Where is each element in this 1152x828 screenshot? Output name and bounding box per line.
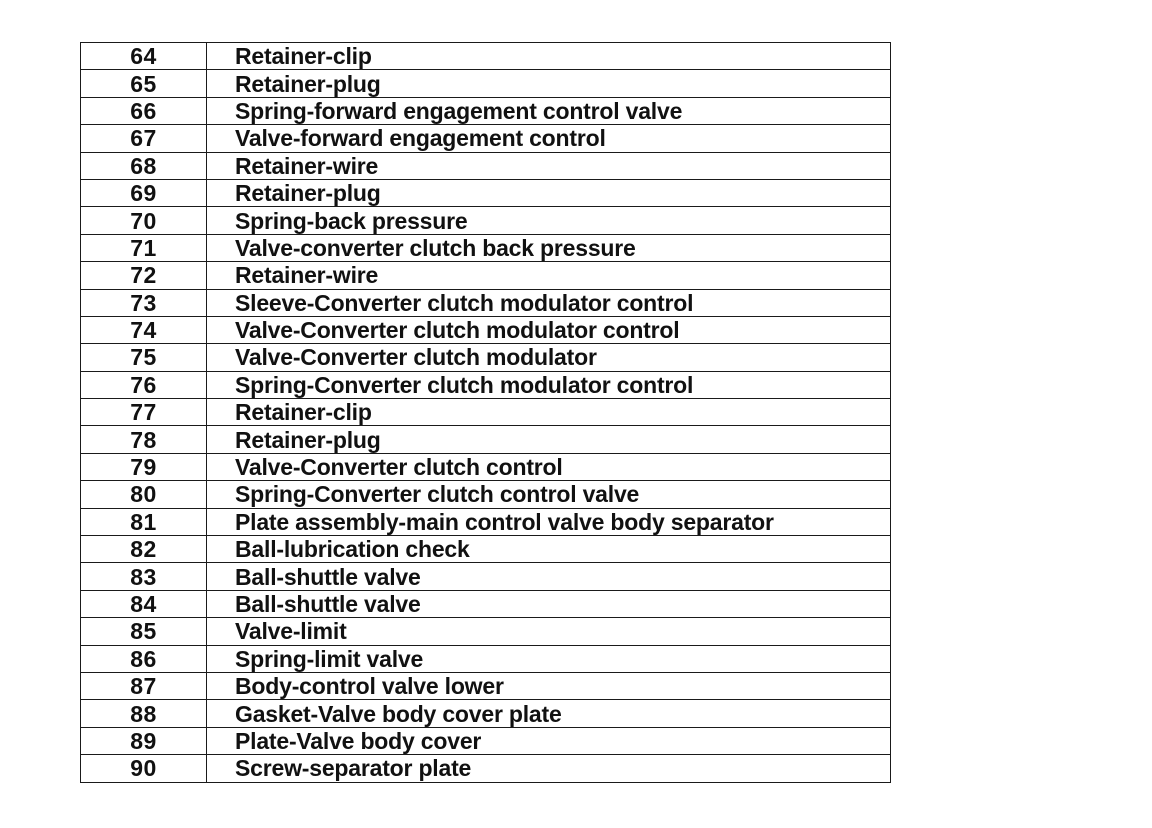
- table-row: [81, 371, 891, 398]
- part-number: 68: [81, 152, 207, 179]
- table-row: [81, 97, 891, 124]
- table-row: [81, 536, 891, 563]
- part-description: Valve-limit: [207, 618, 891, 645]
- part-number: 76: [81, 371, 207, 398]
- part-description: Sleeve-Converter clutch modulator control: [207, 289, 891, 316]
- part-number: 66: [81, 97, 207, 124]
- part-description: Retainer-plug: [207, 70, 891, 97]
- parts-table-body: [81, 43, 891, 783]
- part-number: 73: [81, 289, 207, 316]
- part-description: Plate assembly-main control valve body separator: [207, 508, 891, 535]
- part-number: 86: [81, 645, 207, 672]
- part-number: 74: [81, 316, 207, 343]
- table-row: [81, 453, 891, 480]
- table-row: [81, 618, 891, 645]
- table-row: [81, 125, 891, 152]
- table-row: [81, 481, 891, 508]
- table-row: [81, 508, 891, 535]
- part-number: 85: [81, 618, 207, 645]
- table-row: [81, 316, 891, 343]
- part-description: Valve-Converter clutch modulator: [207, 344, 891, 371]
- part-number: 79: [81, 453, 207, 480]
- part-number: 90: [81, 755, 207, 782]
- table-row: [81, 563, 891, 590]
- part-description: Spring-Converter clutch modulator control: [207, 371, 891, 398]
- table-row: [81, 590, 891, 617]
- part-description: Valve-forward engagement control: [207, 125, 891, 152]
- table-row: [81, 727, 891, 754]
- part-number: 89: [81, 727, 207, 754]
- part-description: Spring-limit valve: [207, 645, 891, 672]
- part-description: Ball-lubrication check: [207, 536, 891, 563]
- part-description: Spring-forward engagement control valve: [207, 97, 891, 124]
- part-number: 64: [81, 43, 207, 70]
- table-row: [81, 700, 891, 727]
- part-description: Plate-Valve body cover: [207, 727, 891, 754]
- part-description: Screw-separator plate: [207, 755, 891, 782]
- part-description: Retainer-plug: [207, 426, 891, 453]
- part-number: 65: [81, 70, 207, 97]
- part-description: Gasket-Valve body cover plate: [207, 700, 891, 727]
- part-number: 71: [81, 234, 207, 261]
- table-row: [81, 152, 891, 179]
- table-row: [81, 289, 891, 316]
- table-row: [81, 179, 891, 206]
- part-description: Spring-back pressure: [207, 207, 891, 234]
- part-description: Valve-Converter clutch control: [207, 453, 891, 480]
- part-description: Retainer-clip: [207, 43, 891, 70]
- part-description: Retainer-wire: [207, 262, 891, 289]
- part-description: Ball-shuttle valve: [207, 563, 891, 590]
- part-number: 83: [81, 563, 207, 590]
- part-number: 81: [81, 508, 207, 535]
- table-row: [81, 399, 891, 426]
- part-number: 80: [81, 481, 207, 508]
- table-row: [81, 43, 891, 70]
- part-description: Ball-shuttle valve: [207, 590, 891, 617]
- part-description: Spring-Converter clutch control valve: [207, 481, 891, 508]
- part-number: 69: [81, 179, 207, 206]
- part-number: 72: [81, 262, 207, 289]
- parts-table: [80, 42, 891, 783]
- part-description: Body-control valve lower: [207, 672, 891, 699]
- part-number: 70: [81, 207, 207, 234]
- part-number: 67: [81, 125, 207, 152]
- table-row: [81, 70, 891, 97]
- part-number: 77: [81, 399, 207, 426]
- part-number: 84: [81, 590, 207, 617]
- part-description: Retainer-plug: [207, 179, 891, 206]
- part-description: Retainer-wire: [207, 152, 891, 179]
- table-row: [81, 755, 891, 782]
- part-number: 88: [81, 700, 207, 727]
- table-row: [81, 672, 891, 699]
- part-number: 82: [81, 536, 207, 563]
- part-description: Valve-converter clutch back pressure: [207, 234, 891, 261]
- part-number: 75: [81, 344, 207, 371]
- table-row: [81, 426, 891, 453]
- part-description: Valve-Converter clutch modulator control: [207, 316, 891, 343]
- table-row: [81, 262, 891, 289]
- table-row: [81, 207, 891, 234]
- table-row: [81, 645, 891, 672]
- part-description: Retainer-clip: [207, 399, 891, 426]
- table-row: [81, 234, 891, 261]
- part-number: 78: [81, 426, 207, 453]
- table-row: [81, 344, 891, 371]
- part-number: 87: [81, 672, 207, 699]
